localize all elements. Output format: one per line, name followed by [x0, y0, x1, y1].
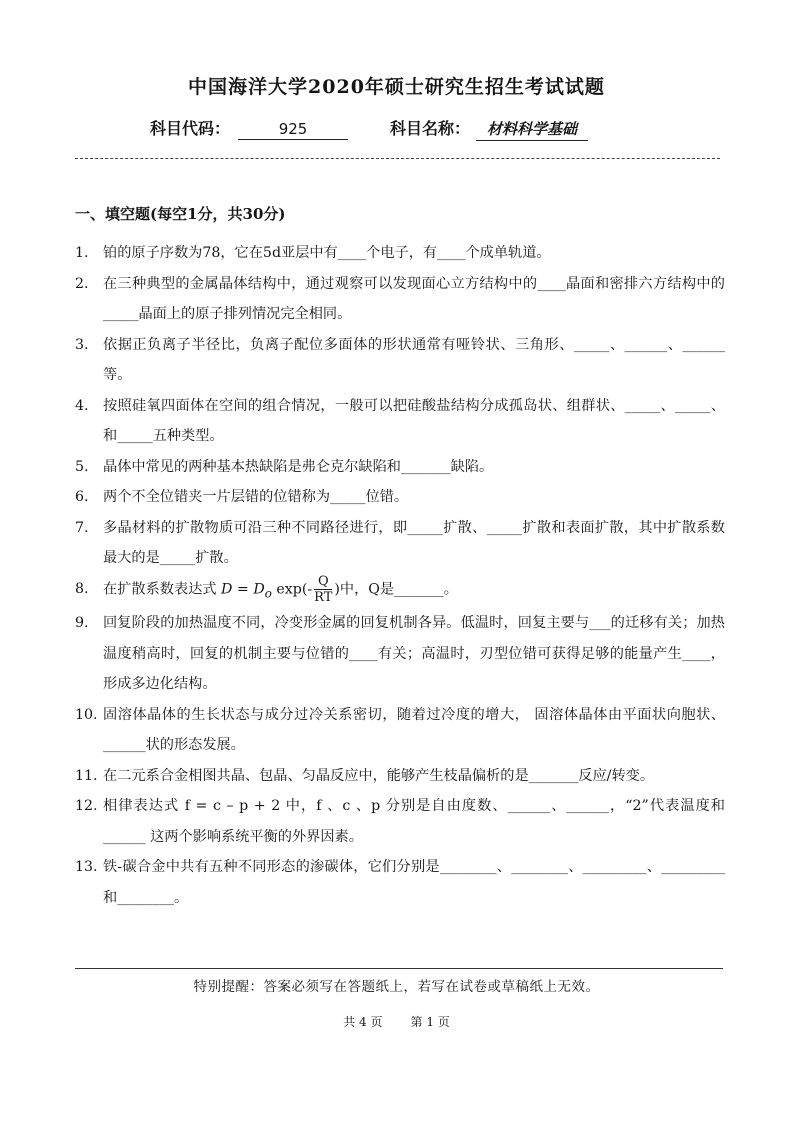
question-13 [75, 852, 725, 913]
question-number: 4. [75, 397, 89, 414]
question-number: 12. [75, 798, 98, 815]
fraction-numerator: Q [314, 574, 332, 590]
question-list [75, 238, 725, 913]
section-title: 一、填空题(每空1分，共30分) [75, 205, 286, 223]
question-text: 回复阶段的加热温度不同，冷变形金属的回复机制各异。低温时，回复主要与___的迁移有关；加热温度稍高时，回复的机制主要与位错的____有关；高温时，刃型位错可获得足够的能量产生____，形成多边化结构。 [103, 615, 725, 693]
question-11 [75, 761, 725, 792]
question-3 [75, 330, 725, 391]
subject-name-value: 材料科学基础 [476, 118, 588, 141]
subject-name-label: 科目名称： [390, 119, 471, 138]
question-number: 13. [75, 859, 98, 876]
exam-title: 中国海洋大学2020年硕士研究生招生考试试题 [188, 76, 605, 98]
question-text: 晶体中常见的两种基本热缺陷是弗仑克尔缺陷和_______缺陷。 [103, 458, 494, 475]
question-text: 依据正负离子半径比，负离子配位多面体的形状通常有哑铃状、三角形、_____、______、______等。 [103, 336, 725, 383]
question-number: 8. [75, 580, 89, 597]
question-9 [75, 608, 725, 700]
total-pages: 共 4 页 [343, 1015, 383, 1029]
question-text: 固溶体晶体的生长状态与成分过冷关系密切，随着过冷度的增大， 固溶体晶体由平面状向胞状、______状的形态发展。 [103, 706, 725, 754]
header-divider [75, 158, 720, 159]
question-number: 1. [75, 245, 89, 261]
question-number: 2. [75, 275, 89, 292]
question-4 [75, 391, 725, 452]
formula-lhs: D = D [221, 581, 265, 597]
formula-prefix: 在扩散系数表达式 [103, 581, 217, 597]
formula-subscript: o [264, 585, 272, 600]
page-indicator [0, 1013, 793, 1030]
formula-fraction [314, 574, 332, 605]
fraction-denominator: RT [314, 589, 333, 605]
subject-code-value: 925 [238, 120, 348, 140]
question-6 [75, 482, 725, 513]
question-2 [75, 269, 725, 330]
current-page: 第 1 页 [410, 1015, 450, 1029]
subject-code-label: 科目代码： [150, 119, 231, 138]
question-1 [75, 238, 725, 269]
question-number: 11. [75, 767, 98, 784]
question-text: 铂的原子序数为78，它在5d亚层中有____个电子，有____个成单轨道。 [103, 245, 551, 261]
question-number: 3. [75, 336, 89, 353]
footer-divider [75, 968, 723, 969]
question-number: 5. [75, 458, 89, 475]
question-number: 9. [75, 615, 89, 632]
question-10 [75, 700, 725, 761]
question-text: 在二元系合金相图共晶、包晶、匀晶反应中，能够产生枝晶偏析的是_______反应/转变。 [103, 767, 655, 784]
question-text: 在三种典型的金属晶体结构中，通过观察可以发现面心立方结构中的____晶面和密排六方结构中的_____晶面上的原子排列情况完全相同。 [103, 275, 725, 322]
question-text: 相律表达式 f = c – p + 2 中，f 、c 、p 分别是自由度数、______、______，“2”代表温度和______ 这两个影响系统平衡的外界因素。 [103, 798, 725, 845]
formula-exp: exp(- [271, 581, 313, 597]
question-number: 6. [75, 489, 89, 505]
question-number: 10. [75, 706, 98, 723]
question-text: 两个不全位错夹一片层错的位错称为_____位错。 [103, 489, 409, 505]
question-12 [75, 791, 725, 852]
question-text: 铁-碳合金中共有五种不同形态的渗碳体，它们分别是________、________、_________、_________和________。 [103, 859, 725, 906]
question-text: 多晶材料的扩散物质可沿三种不同路径进行，即_____扩散、_____扩散和表面扩散，其中扩散系数最大的是_____扩散。 [103, 519, 725, 566]
subject-line [150, 116, 750, 141]
formula-suffix: )中，Q是_______。 [334, 581, 458, 597]
question-text [103, 574, 725, 609]
question-number: 7. [75, 519, 89, 536]
footer-note: 特别提醒：答案必须写在答题纸上，若写在试卷或草稿纸上无效。 [193, 979, 600, 995]
question-8 [75, 574, 725, 609]
question-7 [75, 513, 725, 574]
question-text: 按照硅氧四面体在空间的组合情况，一般可以把硅酸盐结构分成孤岛状、组群状、_____、_____、和_____五种类型。 [103, 397, 725, 444]
question-5 [75, 452, 725, 483]
